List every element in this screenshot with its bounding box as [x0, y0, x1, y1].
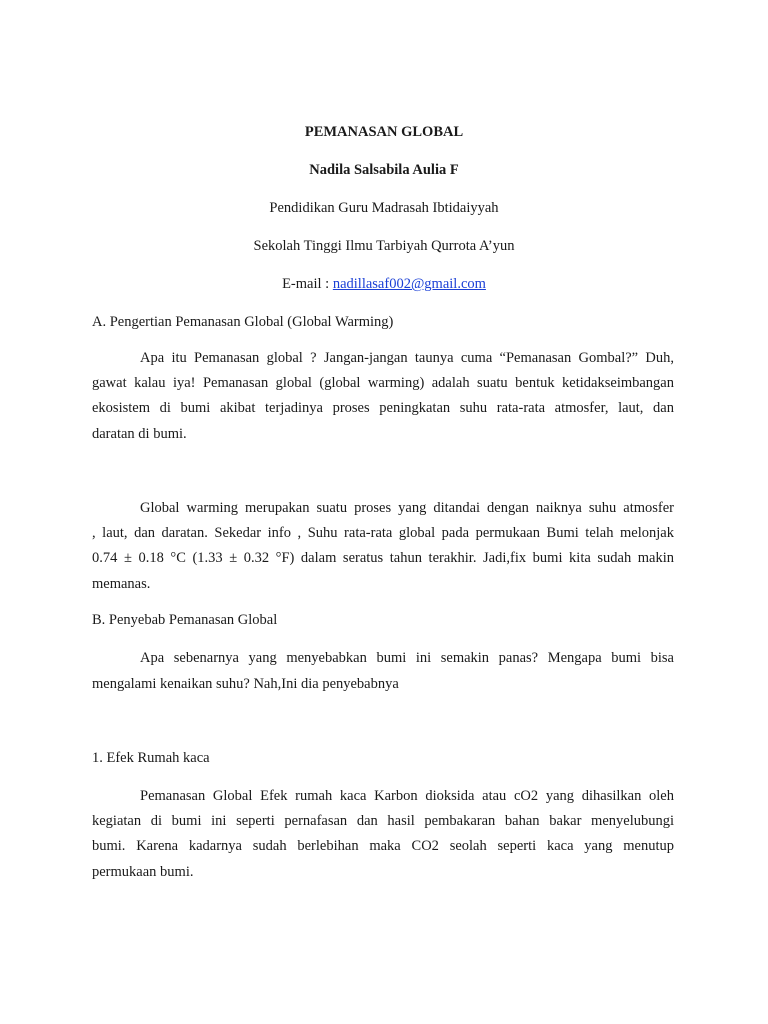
paragraph-line: , laut, dan daratan. Sekedar info , Suhu rata-rata global pada permukaan Bumi telah melonjak [92, 525, 674, 541]
paragraph-line: 0.74 ± 0.18 °C (1.33 ± 0.32 °F) dalam seratus tahun terakhir. Jadi,fix bumi kita sudah makin [92, 550, 674, 566]
paragraph-line: memanas. [92, 576, 151, 592]
paragraph-line: Pemanasan Global Efek rumah kaca Karbon dioksida atau cO2 yang dihasilkan oleh [140, 788, 674, 804]
author-name: Nadila Salsabila Aulia F [309, 162, 459, 178]
paragraph-line: Global warming merupakan suatu proses yang ditandai dengan naiknya suhu atmosfer [140, 500, 674, 516]
paragraph-line: ekosistem di bumi akibat terjadinya proses peningkatan suhu rata-rata atmosfer, laut, dan [92, 400, 674, 416]
email-link[interactable]: nadillasaf002@gmail.com [332, 276, 486, 292]
paragraph-line: gawat kalau iya! Pemanasan global (global warming) adalah suatu bentuk ketidakseimbangan [92, 375, 674, 391]
document-title: PEMANASAN GLOBAL [304, 124, 464, 140]
section-a-heading: A. Pengertian Pemanasan Global (Global Warming) [92, 314, 394, 330]
paragraph-line: mengalami kenaikan suhu? Nah,Ini dia penyebabnya [92, 676, 399, 692]
email-line [0, 276, 768, 293]
email-label: E-mail : [282, 276, 333, 292]
paragraph-line: Apa sebenarnya yang menyebabkan bumi ini semakin panas? Mengapa bumi bisa [140, 650, 674, 666]
paragraph-line: permukaan bumi. [92, 864, 194, 880]
study-program: Pendidikan Guru Madrasah Ibtidaiyyah [269, 200, 499, 216]
institution-name: Sekolah Tinggi Ilmu Tarbiyah Qurrota A’yun [253, 238, 515, 254]
section-b-heading: B. Penyebab Pemanasan Global [92, 612, 278, 628]
paragraph-line: Apa itu Pemanasan global ? Jangan-jangan taunya cuma “Pemanasan Gombal?” Duh, [140, 350, 674, 366]
subsection-1-heading: 1. Efek Rumah kaca [92, 750, 210, 766]
paragraph-line: bumi. Karena kadarnya sudah berlebihan maka CO2 seolah seperti kaca yang menutup [92, 838, 674, 854]
paragraph-line: kegiatan di bumi ini seperti pernafasan dan hasil pembakaran bahan bakar menyelubungi [92, 813, 674, 829]
paragraph-line: daratan di bumi. [92, 426, 187, 442]
